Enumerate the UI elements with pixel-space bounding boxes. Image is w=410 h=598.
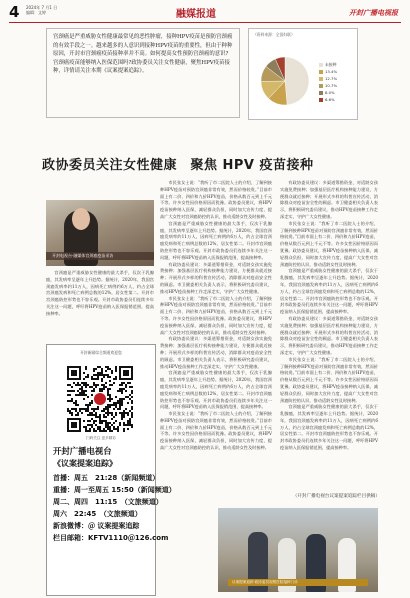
- pie-chart: [249, 29, 357, 119]
- legend-item: [319, 75, 337, 82]
- article-paragraph: 有政协委员建议：多渠道筹措资金，对适龄女孩实施免费接种；加强基层医疗机构接种能力建设，方便群众就近接种；开展形式多样的科普宣传活动，消除群众对疫苗安全性的顾虑。市卫健委相关负责人表示，将积极研究委员建议，推动HPV疫苗接种工作走深走实，守护广大女性健康。: [160, 261, 272, 294]
- legend-swatch: [319, 91, 323, 95]
- ad-title: 开封新闻综合频道欢迎您: [80, 350, 122, 355]
- legend-label: 13.4%: [325, 69, 338, 74]
- qr-code-icon[interactable]: [67, 366, 133, 432]
- article-paragraph: 宫颈癌是严重威胁女性健康的最大杀手，仅次于乳腺癌，其发病率呈逐年上升趋势。据统计，2020年，我国宫颈癌发病率约11万人，因病死亡病例约6万人，约占全球宫颈癌发病和死亡病例总数的12%，居女性第二。开封市宫颈癌防控形势也不容乐观。开封市政协委员们连续多年关注这一问题，呼吁将HPV疫苗纳入医保报销范围，提高接种率。: [280, 404, 378, 451]
- article-paragraph: 宫颈癌是严重威胁女性健康的最大杀手，仅次于乳腺癌，其发病率呈逐年上升趋势。据统计，2020年，我国宫颈癌发病率约11万人，因病死亡病例约6万人，约占全球宫颈癌发病和死亡病例总数的12%，居女性第二。开封市宫颈癌防控形势也不容乐观。开封市政协委员们连续多年关注这一问题，呼吁将HPV疫苗纳入医保报销范围，提高接种率。: [160, 370, 272, 410]
- photo-caption: 开封电视台·融媒体宫颈癌疫苗采访: [46, 252, 154, 260]
- legend-item: [319, 68, 337, 75]
- chart-note: （资料来源：全国妇联）: [253, 32, 295, 37]
- article-paragraph: 市民张女士说：“我听了市二医院人士的介绍，了解到接种HPV疫苗对预防宫颈癌非常有效，然而价格较贵。”目前市面上有二价、四价和九价HPV疫苗，价格从数百元到上千元不等。许多女性因价格原因而犹豫。政协委员建议，将HPV疫苗接种纳入医保，减轻群众负担，同时加大宣传力度，提高广大女性对宫颈癌防控的认识，推动适龄女性及时接种。: [160, 295, 272, 335]
- program-name: 《议案提案追踪》: [53, 459, 117, 468]
- legend-label: 10.7%: [325, 83, 338, 88]
- weibo-line: 新浪微博：＠ 议案提案追踪: [53, 522, 140, 530]
- article-paragraph: 有政协委员建议：多渠道筹措资金，对适龄女孩实施免费接种；加强基层医疗机构接种能力建设，方便群众就近接种；开展形式多样的科普宣传活动，消除群众对疫苗安全性的顾虑。市卫健委相关负责人表示，将积极研究委员建议，推动HPV疫苗接种工作走深走实，守护广大女性健康。: [280, 180, 378, 219]
- date-line: 2024年 7 月1 日: [26, 5, 58, 10]
- article-paragraph: 市民张女士说：“我听了市二医院人士的介绍，了解到接种HPV疫苗对预防宫颈癌非常有效，然而价格较贵。”目前市面上有二价、四价和九价HPV疫苗，价格从数百元到上千元不等。许多女性因价格原因而犹豫。政协委员建议，将HPV疫苗接种纳入医保，减轻群众负担，同时加大宣传力度，提高广大女性对宫颈癌防控的认识，推动适龄女性及时接种。: [280, 356, 378, 403]
- legend-swatch: [319, 70, 323, 74]
- pie-slice: [285, 57, 309, 105]
- legend-swatch: [319, 63, 323, 67]
- legend-item: [319, 61, 337, 68]
- article-paragraph: 有政协委员建议：多渠道筹措资金，对适龄女孩实施免费接种；加强基层医疗机构接种能力建设，方便群众就近接种；开展形式多样的科普宣传活动，消除群众对疫苗安全性的顾虑。市卫健委相关负责人表示，将积极研究委员建议，推动HPV疫苗接种工作走深走实，守护广大女性健康。: [280, 315, 378, 355]
- article-column-left: [46, 270, 154, 340]
- intro-box: [46, 28, 240, 118]
- chart-legend: [319, 61, 337, 103]
- legend-swatch: [319, 98, 323, 102]
- schedule-line: 周二、周四 11:15 （文旅频道）: [53, 498, 163, 506]
- article-paragraph: 市民张女士说：“我听了市二医院人士的介绍，了解到接种HPV疫苗对预防宫颈癌非常有效，然而价格较贵。”目前市面上有二价、四价和九价HPV疫苗，价格从数百元到上千元不等。许多女性因价格原因而犹豫。政协委员建议，将HPV疫苗接种纳入医保，减轻群众负担，同时加大宣传力度，提高广大女性对宫颈癌防控的认识，推动适龄女性及时接种。: [160, 411, 272, 451]
- article-paragraph: 市民张女士说：“我听了市二医院人士的介绍，了解到接种HPV疫苗对预防宫颈癌非常有效，然而价格较贵。”目前市面上有二价、四价和九价HPV疫苗，价格从数百元到上千元不等。许多女性因价格原因而犹豫。政协委员建议，将HPV疫苗接种纳入医保，减轻群众负担，同时加大宣传力度，提高广大女性对宫颈癌防控的认识，推动适龄女性及时接种。: [160, 180, 272, 219]
- photo-caption: 议案提案追踪·政协委员视察医院接种门诊: [228, 579, 368, 586]
- legend-swatch: [319, 84, 323, 88]
- article-column-right: [280, 180, 378, 488]
- article-paragraph: 有政协委员建议：多渠道筹措资金，对适龄女孩实施免费接种；加强基层医疗机构接种能力建设，方便群众就近接种；开展形式多样的科普宣传活动，消除群众对疫苗安全性的顾虑。市卫健委相关负责人表示，将积极研究委员建议，推动HPV疫苗接种工作走深走实，守护广大女性健康。: [160, 336, 272, 369]
- article-paragraph: 宫颈癌是严重威胁女性健康的最大杀手，仅次于乳腺癌，其发病率呈逐年上升趋势。据统计，2020年，我国宫颈癌发病率约11万人，因病死亡病例约6万人，约占全球宫颈癌发病和死亡病例总数的12%，居女性第二。开封市宫颈癌防控形势也不容乐观。开封市政协委员们连续多年关注这一问题，呼吁将HPV疫苗纳入医保报销范围，提高接种率。: [160, 220, 272, 260]
- legend-item: [319, 89, 337, 96]
- legend-label: 6.6%: [325, 97, 335, 102]
- qr-caption: 扫码关注 更多精彩: [86, 436, 116, 440]
- schedule-line: 重播：周一至周五 15:50（新闻频道）: [53, 486, 176, 494]
- legend-label: 未接种: [325, 62, 337, 67]
- email-line: 栏目邮箱：KFTV1110＠126.com: [53, 534, 169, 542]
- legend-swatch: [319, 77, 323, 81]
- article-paragraph: 市民张女士说：“我听了市二医院人士的介绍，了解到接种HPV疫苗对预防宫颈癌非常有效，然而价格较贵。”目前市面上有二价、四价和九价HPV疫苗，价格从数百元到上千元不等。许多女性因价格原因而犹豫。政协委员建议，将HPV疫苗接种纳入医保，减轻群众负担，同时加大宣传力度，提高广大女性对宫颈癌防控的认识，推动适龄女性及时接种。: [280, 220, 378, 267]
- intro-text: 宫颈癌是严重威胁女性健康最常见的恶性肿瘤，接种HPV疫苗是预防宫颈癌的有效手段之一。越来越多的人意识到接种HPV疫苗的重要性，但由于种种原因，开封市宫颈癌疫苗接种率并不高。如何提高女性预防宫颈癌的意识?宫颈癌疫苗能够纳入医保范围吗?政协委员关注女性健康，聚焦HPV疫苗接种，详情请关注本期《议案提案追踪》。: [53, 34, 233, 75]
- schedule-line: 周六 22:45 （文旅频道）: [53, 510, 142, 518]
- legend-label: 12.7%: [325, 76, 338, 81]
- section-title: 融媒报道: [176, 9, 216, 20]
- visit-photo: [218, 508, 378, 592]
- schedule-line: 首播：周五 21:28（新闻频道）: [53, 474, 160, 482]
- headline: 政协委员关注女性健康 聚焦 HPV 疫苗接种: [42, 158, 314, 173]
- channel-name: 开封广播电视台: [53, 446, 112, 456]
- program-ad-box: [46, 344, 176, 596]
- interview-photo: [46, 200, 154, 266]
- legend-item: [319, 96, 337, 103]
- chart-box: [248, 28, 358, 120]
- interviewee-face: [72, 208, 90, 230]
- article-paragraph: 宫颈癌是严重威胁女性健康的最大杀手，仅次于乳腺癌，其发病率呈逐年上升趋势。据统计，2020年，我国宫颈癌发病率约11万人，因病死亡病例约6万人，约占全球宫颈癌发病和死亡病例总数的12%，居女性第二。开封市宫颈癌防控形势也不容乐观。开封市政协委员们连续多年关注这一问题，呼吁将HPV疫苗纳入医保报销范围，提高接种率。: [280, 268, 378, 315]
- article-paragraph: 宫颈癌是严重威胁女性健康的最大杀手，仅次于乳腺癌，其发病率呈逐年上升趋势。据统计，2020年，我国宫颈癌发病率约11万人，因病死亡病例约6万人，约占全球宫颈癌发病和死亡病例总数的12%，居女性第二。开封市宫颈癌防控形势也不容乐观。开封市政协委员们连续多年关注这一问题，呼吁将HPV疫苗纳入医保报销范围，提高接种率。: [46, 270, 154, 316]
- legend-label: 8.0%: [325, 90, 335, 95]
- page-number: 4: [9, 3, 20, 21]
- date-block: [26, 5, 57, 15]
- header-rule: [9, 22, 401, 23]
- legend-item: [319, 82, 337, 89]
- article-credit: （开封广播电视台议案提案追踪栏目供稿）: [292, 494, 380, 499]
- editor-line: 编辑：文婷: [26, 10, 46, 15]
- article-column-mid: [160, 180, 272, 506]
- brand-logo: 开封广播电视报: [349, 8, 398, 17]
